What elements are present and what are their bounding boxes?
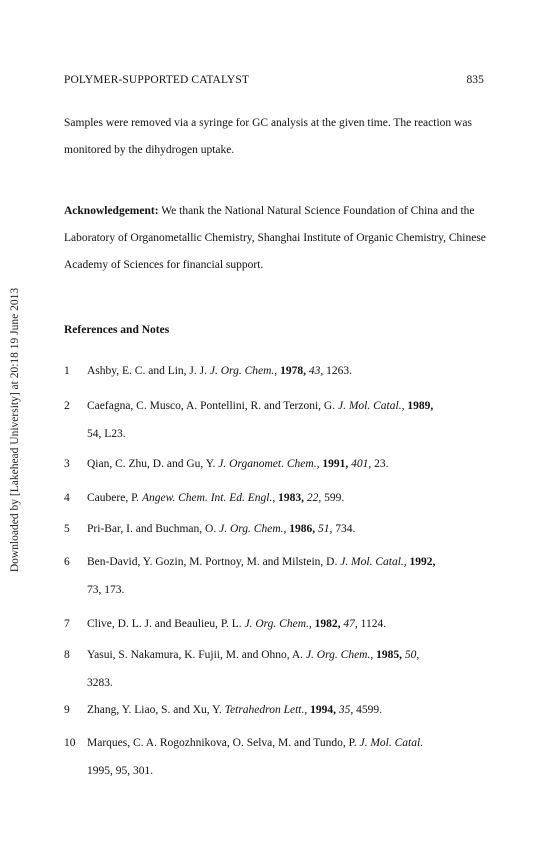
reference-authors: Marques, C. A. Rogozhnikova, O. Selva, M. and Tundo, P. — [87, 737, 360, 749]
reference-item — [64, 515, 494, 543]
reference-pages: 734. — [332, 523, 356, 535]
reference-item — [64, 729, 494, 785]
reference-pages: 599. — [321, 492, 345, 504]
reference-number: 7 — [64, 618, 70, 630]
reference-text — [87, 450, 494, 478]
reference-continuation: 1995, 95, 301. — [87, 765, 154, 777]
reference-item — [64, 548, 494, 604]
references-heading: References and Notes — [64, 324, 170, 336]
running-head — [64, 74, 484, 86]
reference-number: 10 — [64, 737, 76, 749]
reference-text — [87, 548, 494, 604]
reference-authors: Caubere, P. — [87, 492, 142, 504]
reference-journal: J. Org. Chem., — [305, 649, 374, 661]
reference-volume: 35, — [338, 704, 354, 716]
reference-year: 1978, — [277, 365, 309, 377]
reference-volume: 22, — [306, 492, 322, 504]
reference-number: 5 — [64, 523, 70, 535]
reference-volume: 51, — [318, 523, 333, 535]
reference-item — [64, 610, 494, 638]
reference-text — [87, 729, 494, 785]
reference-year: 1986, — [286, 523, 319, 535]
reference-authors: Pri-Bar, I. and Buchman, O. — [87, 523, 220, 535]
reference-journal: J. Org. Chem., — [209, 365, 278, 377]
acknowledgement-label: Acknowledgement: — [64, 205, 159, 217]
reference-year: 1982, — [311, 618, 344, 630]
reference-year: 1992, — [406, 556, 436, 568]
reference-year: 1985, — [373, 649, 405, 661]
download-watermark-text: Downloaded by [Lakehead University] at 20:18 19 June 2013 — [9, 287, 21, 573]
reference-text — [87, 696, 494, 724]
page-number: 835 — [466, 74, 484, 86]
running-head-title: POLYMER-SUPPORTED CATALYST — [64, 74, 249, 86]
reference-year: 1989, — [404, 400, 434, 412]
reference-continuation: 3283. — [87, 677, 113, 689]
reference-number: 1 — [64, 365, 70, 377]
reference-text — [87, 357, 494, 385]
reference-journal: Angew. Chem. Int. Ed. Engl., — [141, 492, 276, 504]
reference-journal: Tetrahedron Lett., — [224, 704, 308, 716]
reference-authors: Clive, D. L. J. and Beaulieu, P. L. — [87, 618, 245, 630]
reference-journal: J. Mol. Catal., — [340, 556, 407, 568]
reference-text — [87, 484, 494, 512]
reference-authors: Ashby, E. C. and Lin, J. J. — [87, 365, 210, 377]
reference-continuation: 54, L23. — [87, 428, 126, 440]
reference-authors: Ben-David, Y. Gozin, M. Portnoy, M. and Milstein, D. — [87, 556, 341, 568]
reference-volume: 47, — [343, 618, 358, 630]
reference-number: 3 — [64, 458, 70, 470]
reference-pages: 4599. — [353, 704, 382, 716]
reference-pages: 1124. — [357, 618, 387, 630]
reference-item — [64, 392, 494, 448]
download-watermark — [0, 0, 30, 863]
reference-authors: Zhang, Y. Liao, S. and Xu, Y. — [87, 704, 225, 716]
reference-authors: Caefagna, C. Musco, A. Pontellini, R. and Terzoni, G. — [87, 400, 338, 412]
reference-year: 1994, — [307, 704, 339, 716]
reference-volume: 401, — [351, 458, 372, 470]
reference-pages: 1263. — [323, 365, 352, 377]
reference-item — [64, 696, 494, 724]
reference-continuation: 73, 173. — [87, 584, 125, 596]
reference-journal: J. Org. Chem., — [219, 523, 287, 535]
reference-authors: Qian, C. Zhu, D. and Gu, Y. — [87, 458, 219, 470]
reference-volume: 43, — [308, 365, 324, 377]
reference-year: 1983, — [275, 492, 307, 504]
reference-journal: J. Organomet. Chem., — [218, 458, 320, 470]
reference-number: 6 — [64, 556, 70, 568]
reference-volume: 50, — [404, 649, 420, 661]
reference-year: 1991, — [319, 458, 352, 470]
paragraph-samples: Samples were removed via a syringe for GC analysis at the given time. The reaction was monitored by the dihydrogen uptake. — [64, 117, 472, 156]
reference-authors: Yasui, S. Nakamura, K. Fujii, M. and Ohno, A. — [87, 649, 306, 661]
reference-number: 8 — [64, 649, 70, 661]
reference-item — [64, 357, 494, 385]
reference-text — [87, 641, 494, 697]
reference-journal: J. Mol. Catal. — [359, 737, 424, 749]
reference-text — [87, 610, 494, 638]
reference-item — [64, 484, 494, 512]
reference-journal: J. Org. Chem., — [244, 618, 312, 630]
reference-text — [87, 392, 494, 448]
reference-number: 4 — [64, 492, 70, 504]
reference-journal: J. Mol. Catal., — [338, 400, 405, 412]
reference-item — [64, 641, 494, 697]
reference-text — [87, 515, 494, 543]
acknowledgement-paragraph — [64, 198, 490, 279]
reference-number: 2 — [64, 400, 70, 412]
reference-item — [64, 450, 494, 478]
reference-pages: 23. — [371, 458, 389, 470]
acknowledgement-text: We thank the National Natural Science Foundation of China and the Laboratory of Organometallic Chemistry, Shanghai Institute of Organic Chemistry, Chinese Academy of Sciences for financial support. — [64, 205, 486, 271]
reference-number: 9 — [64, 704, 70, 716]
